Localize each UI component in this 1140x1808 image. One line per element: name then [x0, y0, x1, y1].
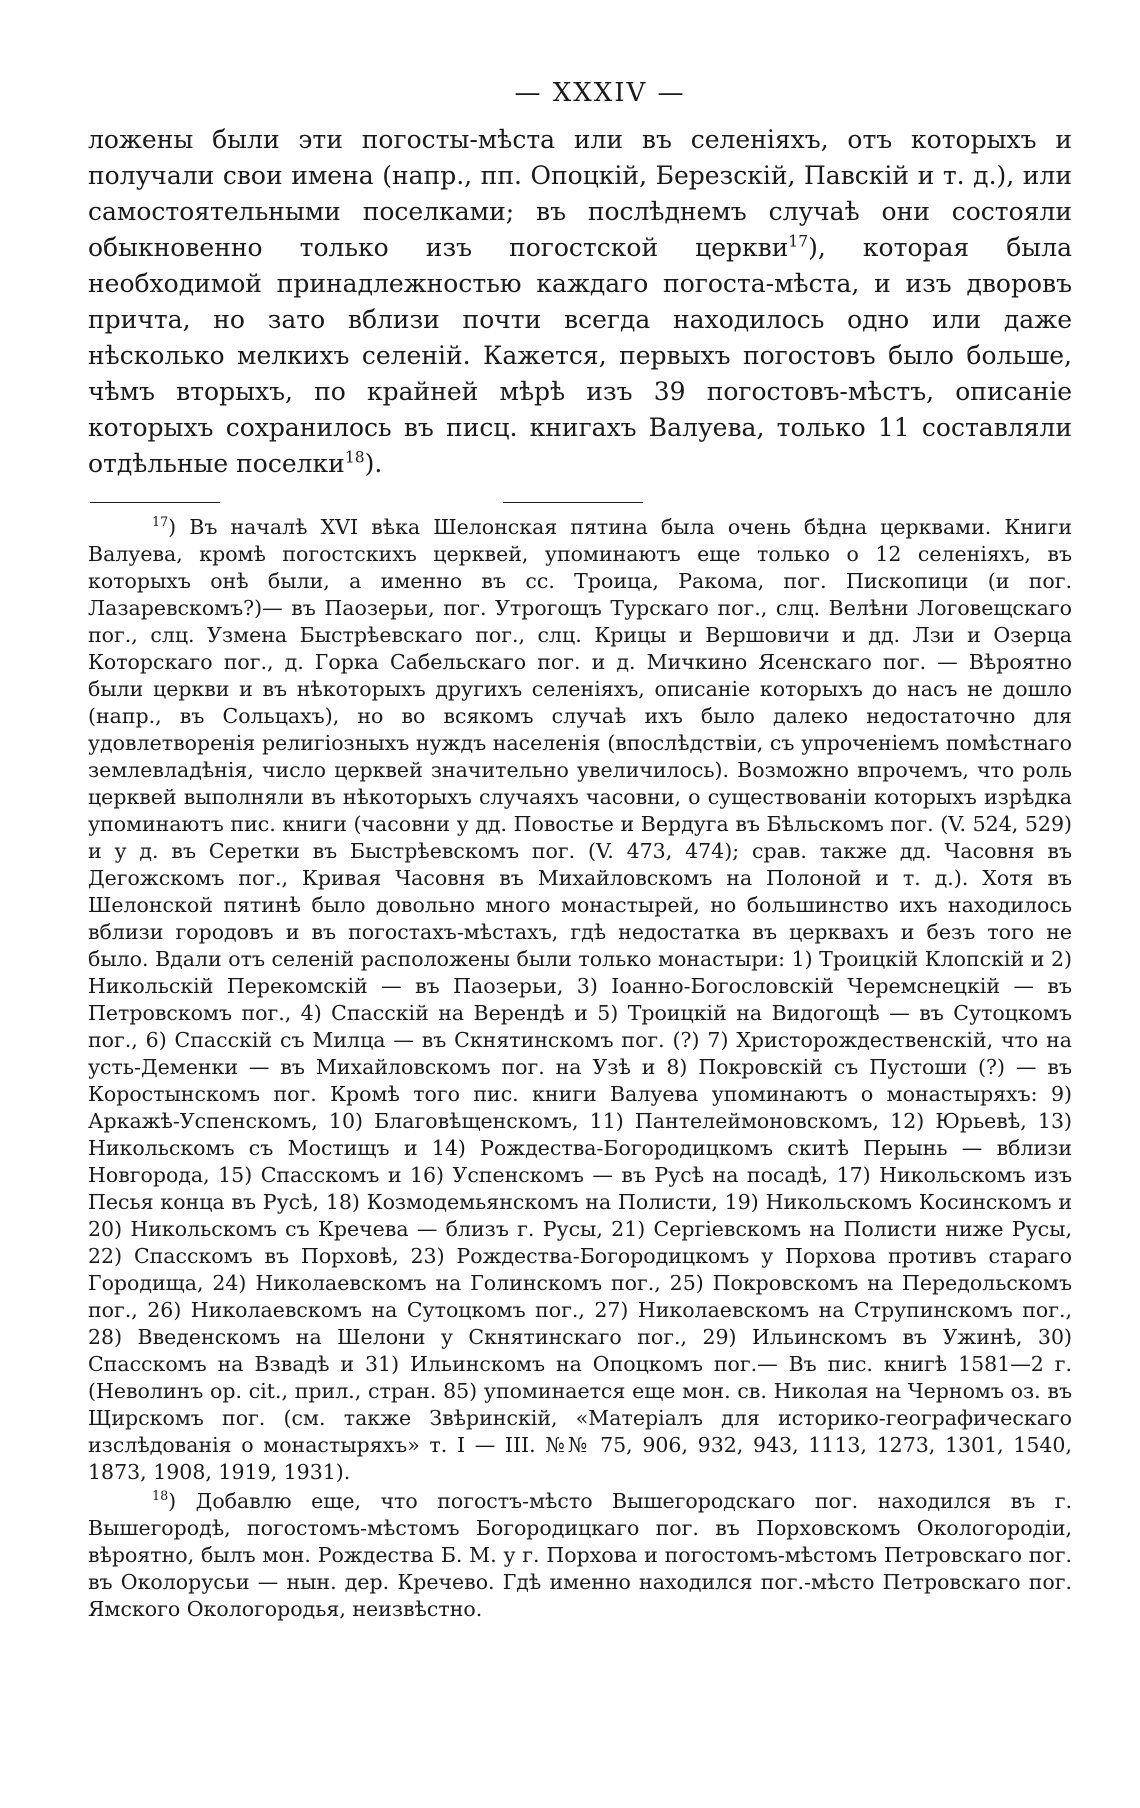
footnote-rule-center [503, 502, 643, 503]
footnote-marker: 18 [152, 1488, 169, 1504]
main-text-part-3: ). [364, 449, 383, 478]
main-paragraph [88, 122, 1072, 482]
document-page [88, 78, 1072, 1623]
footnote-18 [88, 1488, 1072, 1623]
footnote-ref-18: 18 [344, 448, 365, 467]
footnote-text: ) Въ началѣ XVI вѣка Шелонская пятина была очень бѣдна церквами. Книги Валуева, кромѣ погостскихъ церквей, упоминаютъ еще только о 12 селеніяхъ, въ которыхъ онѣ были, а именно въ сс. Троица, Ракома, пог. Пископици (и пог. Лазаревскомъ?)— въ Паозерьи, пог. Утрогощъ Турскаго пог., слц. Велѣни Логовещскаго пог., слц. Узмена Быстрѣевскаго пог., слц. Крицы и Вершовичи и дд. Лзи и Озерца Которскаго пог., д. Горка Сабельскаго пог. и д. Мичкино Ясенскаго пог. — Вѣроятно были церкви и въ нѣкоторыхъ другихъ селеніяхъ, описаніе которыхъ до насъ не дошло (напр., въ Сольцахъ), но во всякомъ случаѣ ихъ было далеко недостаточно для удовлетворенія религіозныхъ нуждъ населенія (впослѣдствіи, съ упроченіемъ помѣстнаго землевладѣнія, число церквей значительно увеличилось). Возможно впрочемъ, что роль церквей выполняли въ нѣкоторыхъ случаяхъ часовни, о существованіи которыхъ изрѣдка упоминаютъ пис. книги (часовни у дд. Повостье и Вердуга въ Бѣльскомъ пог. (V. 524, 529) и у д. въ Серетки въ Быстрѣевскомъ пог. (V. 473, 474); срав. также дд. Часовня въ Дегожскомъ пог., Кривая Часовня въ Михайловскомъ на Полоной и т. д.). Хотя въ Шелонской пятинѣ было довольно много монастырей, но большинство ихъ находилось вблизи городовъ и въ погостахъ-мѣстахъ, гдѣ недостатка въ церквахъ и безъ того не было. Вдали отъ селеній расположены были только монастыри: 1) Троицкій Клопскій и 2) Никольскій Перекомскій — въ Паозерьи, 3) Іоанно-Богословскій Черемснецкій — въ Петровскомъ пог., 4) Спасскій на Верендѣ и 5) Троицкій на Видогощѣ — въ Сутоцкомъ пог., 6) Спасскій съ Милца — въ Скнятинскомъ пог. (?) 7) Христорождественскій, что на усть-Деменки — въ Михайловскомъ пог. на Узѣ и 8) Покровскій съ Пустоши (?) — въ Коростынскомъ пог. Кромѣ того пис. книги Валуева упоминаютъ о монастыряхъ: 9) Аркажѣ-Успенскомъ, 10) Благовѣщенскомъ, 11) Пантелеймоновскомъ, 12) Юрьевѣ, 13) Никольскомъ съ Мостищъ и 14) Рождества-Богородицкомъ скитѣ Перынь — вблизи Новгорода, 15) Спасскомъ и 16) Успенскомъ — въ Русѣ на посадѣ, 17) Никольскомъ изъ Песья конца въ Русѣ, 18) Козмодемьянскомъ на Полисти, 19) Никольскомъ Косинскомъ и 20) Никольскомъ съ Кречева — близъ г. Русы, 21) Сергіевскомъ на Полисти ниже Русы, 22) Спасскомъ въ Порховѣ, 23) Рождества-Богородицкомъ у Порхова противъ стараго Городища, 24) Николаевскомъ на Голинскомъ пог., 25) Покровскомъ на Передольскомъ пог., 26) Николаевскомъ на Сутоцкомъ пог., 27) Николаевскомъ на Струпинскомъ пог., 28) Введенскомъ на Шелони у Скнятинскаго пог., 29) Ильинскомъ въ Ужинѣ, 30) Спасскомъ на Взвадѣ и 31) Ильинскомъ на Опоцкомъ пог.— Въ пис. книгѣ 1581—2 г. (Неволинъ ор. cit., прил., стран. 85) упоминается еще мон. св. Николая на Черномъ оз. въ Щирскомъ пог. (см. также Звѣринскій, «Матеріалъ для историко-географическаго изслѣдованія о монастыряхъ» т. I — III. №№ 75, 906, 932, 943, 1113, 1273, 1301, 1540, 1873, 1908, 1919, 1931). [88, 515, 1072, 1484]
footnote-17 [88, 514, 1072, 1486]
page-number: — XXXIV — [514, 78, 686, 108]
main-text-part-2: ), которая была необходимой принадлежностью каждаго погоста-мѣста, и изъ дворовъ причта, но зато вблизи почти всегда находилось одно или даже нѣсколько мелкихъ селеній. Кажется, первыхъ погостовъ было больше, чѣмъ вторыхъ, по крайней мѣрѣ изъ 39 погостовъ-мѣстъ, описаніе которыхъ сохранилось въ писц. книгахъ Валуева, только 11 составляли отдѣльные поселки [88, 233, 1072, 478]
footnote-separator [88, 494, 1072, 514]
footnote-marker: 17 [152, 514, 169, 530]
footnote-text: ) Добавлю еще, что погостъ-мѣсто Вышегородскаго пог. находился въ г. Вышегородѣ, погостомъ-мѣстомъ Богородицкаго пог. въ Порховскомъ Окологородіи, вѣроятно, былъ мон. Рождества Б. М. у г. Порхова и погостомъ-мѣстомъ Петровскаго пог. въ Околорусьи — нын. дер. Кречево. Гдѣ именно находился пог.-мѣсто Петровскаго пог. Ямского Окологородья, неизвѣстно. [88, 1489, 1072, 1621]
footnote-ref-17: 17 [788, 232, 809, 251]
footnote-rule-left [90, 502, 220, 503]
main-text-part-1: ложены были эти погосты-мѣста или въ селеніяхъ, отъ которыхъ и получали свои имена (напр., пп. Опоцкій, Березскій, Павскій и т. д.), или самостоятельными поселками; въ послѣднемъ случаѣ они состояли обыкновенно только изъ погостской церкви [88, 125, 1072, 262]
